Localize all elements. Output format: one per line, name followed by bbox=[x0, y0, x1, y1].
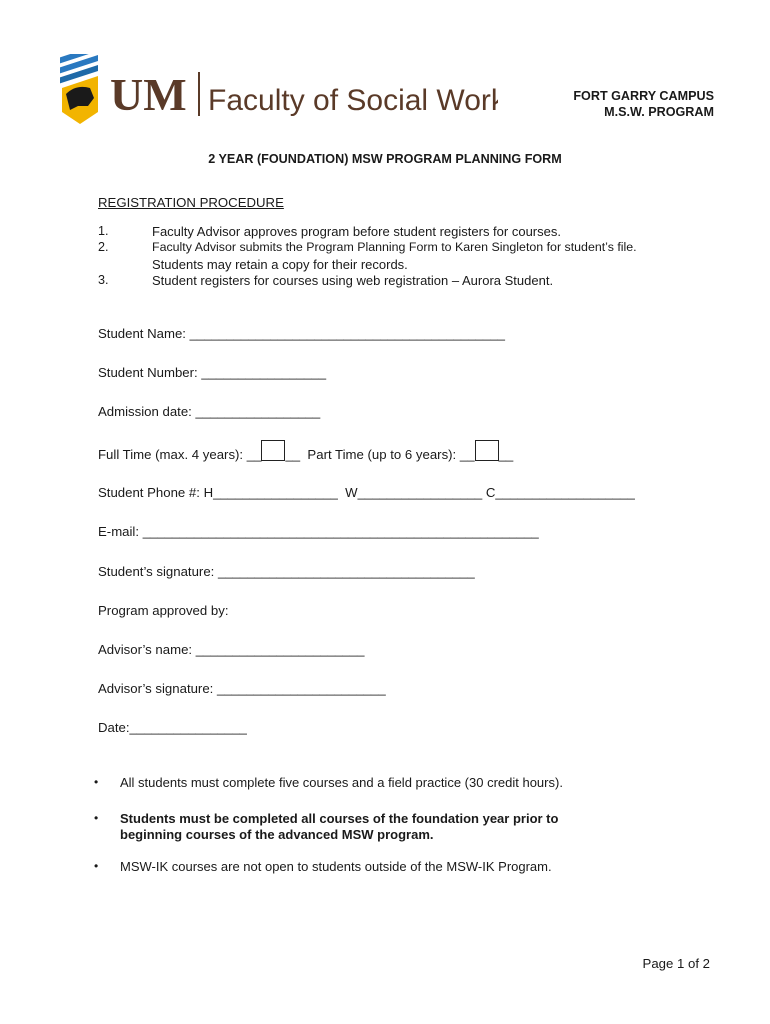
step-number: 2. bbox=[98, 240, 109, 254]
step-text: Faculty Advisor submits the Program Planning Form to Karen Singleton for student’s file. bbox=[152, 240, 637, 254]
enrollment-status-row bbox=[98, 440, 513, 462]
student-name-field[interactable]: Student Name: ___________________________________________ bbox=[98, 326, 506, 341]
note-item bbox=[120, 775, 563, 791]
step-text: Faculty Advisor approves program before student registers for courses. bbox=[152, 224, 561, 239]
full-time-blank-right: __ bbox=[285, 447, 301, 462]
step-number: 3. bbox=[98, 273, 109, 287]
student-phone-field[interactable]: Student Phone #: H_________________ W_________________ C___________________ bbox=[98, 485, 635, 500]
logo-faculty-text: Faculty of Social Work bbox=[208, 84, 498, 117]
note-line: MSW-IK courses are not open to students outside of the MSW-IK Program. bbox=[120, 859, 552, 874]
advisor-name-field[interactable]: Advisor’s name: _______________________ bbox=[98, 642, 365, 657]
logo-um-text: UM bbox=[110, 69, 187, 120]
bullet-icon: • bbox=[94, 859, 99, 873]
bullet-icon: • bbox=[94, 775, 99, 789]
page-number: Page 1 of 2 bbox=[642, 956, 710, 971]
full-time-label: Full Time (max. 4 years): bbox=[98, 447, 247, 462]
campus-name: FORT GARRY CAMPUS bbox=[573, 89, 714, 103]
note-line: Students must be completed all courses of the foundation year prior to bbox=[120, 811, 559, 826]
part-time-blank-right: __ bbox=[498, 447, 514, 462]
student-number-field[interactable]: Student Number: _________________ bbox=[98, 365, 327, 380]
registration-heading: REGISTRATION PROCEDURE bbox=[98, 195, 284, 210]
step-text: Students may retain a copy for their records. bbox=[152, 257, 408, 272]
step-text: Student registers for courses using web registration – Aurora Student. bbox=[152, 273, 554, 288]
note-item bbox=[120, 811, 558, 843]
form-title: 2 YEAR (FOUNDATION) MSW PROGRAM PLANNING FORM bbox=[208, 152, 562, 166]
program-approved-label: Program approved by: bbox=[98, 603, 229, 618]
faculty-logo bbox=[58, 54, 498, 128]
part-time-blank-left: __ bbox=[459, 447, 475, 462]
campus-block bbox=[573, 88, 714, 120]
part-time-checkbox[interactable] bbox=[475, 440, 499, 461]
part-time-label: Part Time (up to 6 years): bbox=[300, 447, 460, 462]
note-item bbox=[120, 859, 552, 875]
email-field[interactable]: E-mail: ______________________________________________________ bbox=[98, 524, 539, 539]
full-time-blank-left: __ bbox=[246, 447, 262, 462]
admission-date-field[interactable]: Admission date: _________________ bbox=[98, 404, 321, 419]
um-shield-icon bbox=[58, 54, 498, 128]
student-signature-field[interactable]: Student’s signature: ___________________________________ bbox=[98, 564, 475, 579]
advisor-signature-field[interactable]: Advisor’s signature: _______________________ bbox=[98, 681, 386, 696]
note-line: All students must complete five courses and a field practice (30 credit hours). bbox=[120, 775, 563, 790]
bullet-icon: • bbox=[94, 811, 99, 825]
full-time-checkbox[interactable] bbox=[261, 440, 285, 461]
date-field[interactable]: Date:________________ bbox=[98, 720, 247, 735]
note-line: beginning courses of the advanced MSW program. bbox=[120, 827, 434, 842]
program-name: M.S.W. PROGRAM bbox=[604, 105, 714, 119]
step-number: 1. bbox=[98, 224, 109, 238]
